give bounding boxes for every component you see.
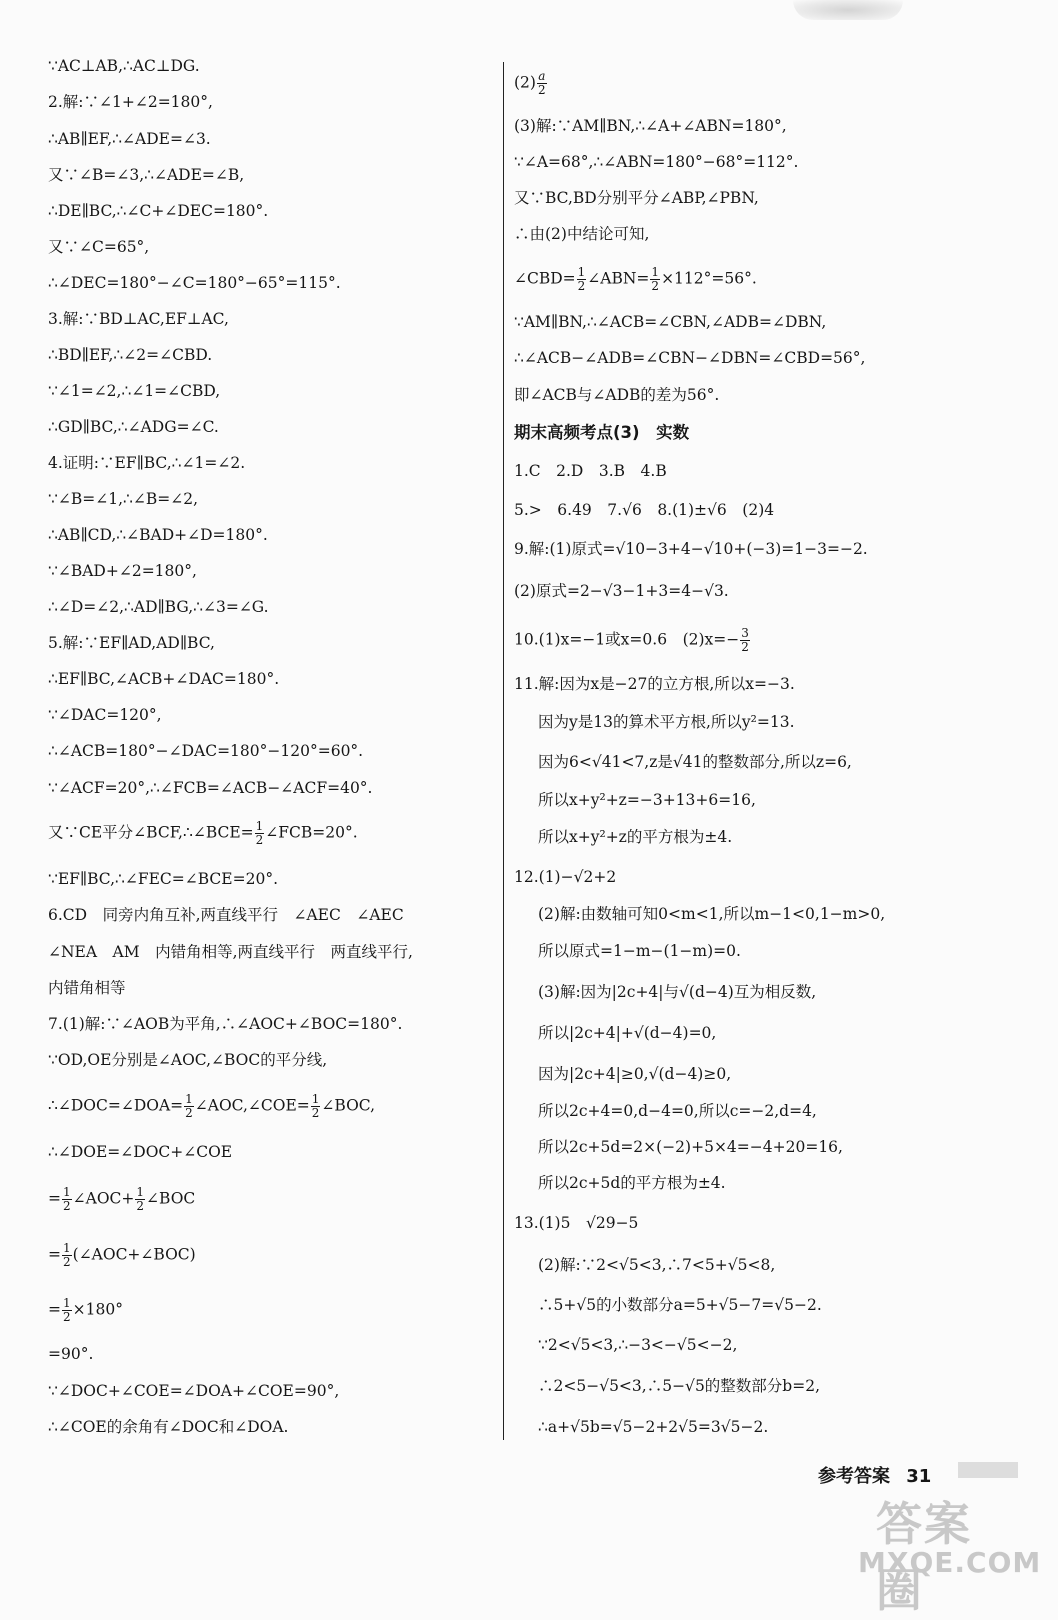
fraction-numerator: 1: [255, 819, 264, 833]
answer-line: 即∠ACB与∠ADB的差为56°.: [514, 386, 720, 404]
line-text: =: [48, 1245, 61, 1264]
fraction-numerator: 1: [63, 1296, 71, 1310]
top-decoration: [793, 0, 903, 20]
fraction-denominator: 2: [63, 1199, 71, 1213]
fraction-numerator: a: [538, 69, 546, 83]
answer-line: (2)解:由数轴可知0<m<1,所以m−1<0,1−m>0,: [538, 905, 886, 923]
answer-line: (2)原式=2−√3−1+3=4−√3.: [514, 582, 729, 600]
line-text: ∠ABN=: [587, 269, 650, 288]
answer-line: 3.解:∵BD⊥AC,EF⊥AC,: [48, 310, 229, 328]
fraction: [537, 70, 547, 97]
line-text: 10.(1)x=−1或x=0.6 (2)x=−: [514, 630, 740, 649]
fraction-numerator: 1: [136, 1185, 145, 1199]
answer-line: ∴AB∥CD,∴∠BAD+∠D=180°.: [48, 526, 268, 544]
answer-line: ∵2<√5<3,∴−3<−√5<−2,: [538, 1336, 738, 1354]
answer-line: 5.> 6.49 7.√6 8.(1)±√6 (2)4: [514, 501, 775, 519]
answer-line: 6.CD 同旁内角互补,两直线平行 ∠AEC ∠AEC: [48, 906, 404, 924]
page-footer: [818, 1462, 931, 1488]
answer-line: ∵∠B=∠1,∴∠B=∠2,: [48, 490, 199, 508]
answer-line: ∴∠ACB=180°−∠DAC=180°−120°=60°.: [48, 742, 364, 760]
fraction-denominator: 2: [255, 833, 264, 847]
line-text: ∠AOC+: [72, 1189, 135, 1208]
line-text: ∠AOC,∠COE=: [194, 1096, 310, 1115]
line-text: ∠FCB=20°.: [265, 823, 358, 842]
answer-line: 又∵∠B=∠3,∴∠ADE=∠B,: [48, 166, 245, 184]
line-text: ∠CBD=: [514, 269, 576, 288]
answer-line: ∵∠1=∠2,∴∠1=∠CBD,: [48, 382, 221, 400]
answer-line: 13.(1)5 √29−5: [514, 1214, 639, 1232]
line-text: ×180°: [72, 1300, 123, 1319]
watermark-text: 答案圈: [876, 1497, 972, 1617]
answer-line: (3)解:∵AM∥BN,∴∠A+∠ABN=180°,: [514, 117, 787, 135]
answer-line: ∴∠D=∠2,∴AD∥BG,∴∠3=∠G.: [48, 598, 269, 616]
line-text: (2): [514, 73, 536, 92]
fraction: [255, 820, 265, 847]
fraction: [62, 1186, 72, 1213]
fraction-denominator: 2: [185, 1106, 193, 1120]
answer-line: 因为6<√41<7,z是√41的整数部分,所以z=6,: [538, 753, 852, 771]
fraction-denominator: 2: [311, 1106, 320, 1120]
answer-line: ∠NEA AM 内错角相等,两直线平行 两直线平行,: [48, 943, 413, 961]
line-text: ∠BOC,: [321, 1096, 376, 1115]
answer-line: ∵OD,OE分别是∠AOC,∠BOC的平分线,: [48, 1051, 328, 1069]
answer-line: 12.(1)−√2+2: [514, 868, 617, 886]
answer-line: 所以2c+5d的平方根为±4.: [538, 1174, 726, 1192]
answer-line: ∵AM∥BN,∴∠ACB=∠CBN,∠ADB=∠DBN,: [514, 313, 827, 331]
answer-line: 所以原式=1−m−(1−m)=0.: [538, 942, 741, 960]
answer-line: ∴5+√5的小数部分a=5+√5−7=√5−2.: [538, 1296, 822, 1314]
answer-line: ∵EF∥BC,∴∠FEC=∠BCE=20°.: [48, 870, 278, 888]
answer-line: 因为y是13的算术平方根,所以y²=13.: [538, 713, 795, 731]
fraction: [184, 1093, 194, 1120]
answer-line: 内错角相等: [48, 979, 126, 997]
answer-line: ∴∠DEC=180°−∠C=180°−65°=115°.: [48, 274, 341, 292]
answer-line: (2)解:∵2<√5<3,∴7<5+√5<8,: [538, 1256, 776, 1274]
answer-line: ∴GD∥BC,∴∠ADG=∠C.: [48, 418, 219, 436]
answer-line: [48, 1092, 376, 1120]
line-text: ∠BOC: [146, 1189, 196, 1208]
answer-line: ∴∠DOE=∠DOC+∠COE: [48, 1143, 233, 1161]
answer-line: [48, 1296, 123, 1324]
answer-line: 5.解:∵EF∥AD,AD∥BC,: [48, 634, 215, 652]
answer-line: 所以|2c+4|+√(d−4)=0,: [538, 1024, 717, 1042]
fraction-denominator: 2: [136, 1199, 145, 1213]
answer-line: [48, 1241, 196, 1269]
section-heading: 期末高频考点(3) 实数: [514, 423, 690, 442]
fraction-numerator: 1: [63, 1185, 71, 1199]
answer-line: 所以x+y²+z的平方根为±4.: [538, 828, 733, 846]
answer-line: 又∵BC,BD分别平分∠ABP,∠PBN,: [514, 189, 759, 207]
answer-line: ∵∠ACF=20°,∴∠FCB=∠ACB−∠ACF=40°.: [48, 779, 373, 797]
fraction-denominator: 2: [63, 1255, 71, 1269]
fraction-denominator: 2: [537, 83, 546, 97]
answer-line: ∵∠BAD+∠2=180°,: [48, 562, 197, 580]
answer-line: 又∵∠C=65°,: [48, 238, 150, 256]
answer-line: [48, 1185, 196, 1213]
footer-label: 参考答案: [818, 1466, 890, 1487]
line-text: (∠AOC+∠BOC): [72, 1245, 196, 1264]
fraction-denominator: 2: [577, 279, 586, 293]
answer-line: ∴∠COE的余角有∠DOC和∠DOA.: [48, 1418, 289, 1436]
answer-line: ∵∠A=68°,∴∠ABN=180°−68°=112°.: [514, 153, 799, 171]
answer-line: ∴EF∥BC,∠ACB+∠DAC=180°.: [48, 670, 280, 688]
answer-line: ∵AC⊥AB,∴AC⊥DG.: [48, 57, 200, 75]
fraction-numerator: 1: [577, 265, 586, 279]
answer-line: [48, 819, 358, 847]
fraction: [650, 266, 660, 293]
answer-line: 9.解:(1)原式=√10−3+4−√10+(−3)=1−3=−2.: [514, 540, 868, 558]
answer-line: 2.解:∵∠1+∠2=180°,: [48, 93, 213, 111]
answer-line: 11.解:因为x是−27的立方根,所以x=−3.: [514, 675, 795, 693]
fraction-numerator: 1: [311, 1092, 320, 1106]
answer-line: ∴a+√5b=√5−2+2√5=3√5−2.: [538, 1418, 769, 1436]
line-text: =: [48, 1189, 61, 1208]
answer-line: 因为|2c+4|≥0,√(d−4)≥0,: [538, 1065, 732, 1083]
fraction-denominator: 2: [741, 640, 749, 654]
answer-line: ∴DE∥BC,∴∠C+∠DEC=180°.: [48, 202, 269, 220]
line-text: ×112°=56°.: [661, 269, 757, 288]
footer-decoration: [958, 1462, 1018, 1478]
answer-line: ∴由(2)中结论可知,: [514, 225, 650, 243]
fraction-numerator: 3: [741, 626, 749, 640]
answer-line: (3)解:因为|2c+4|与√(d−4)互为相反数,: [538, 983, 817, 1001]
fraction-numerator: 1: [651, 265, 660, 279]
answer-line: ∴∠ACB−∠ADB=∠CBN−∠DBN=∠CBD=56°,: [514, 349, 866, 367]
answer-line: [514, 626, 751, 654]
fraction-numerator: 1: [63, 1241, 71, 1255]
answer-line: ∵∠DOC+∠COE=∠DOA+∠COE=90°,: [48, 1382, 340, 1400]
line-text: 又∵CE平分∠BCF,∴∠BCE=: [48, 823, 254, 842]
fraction: [740, 627, 750, 654]
column-divider: [503, 62, 504, 1440]
fraction: [311, 1093, 321, 1120]
fraction: [135, 1186, 145, 1213]
fraction: [62, 1242, 72, 1269]
answer-line: ∴2<5−√5<3,∴5−√5的整数部分b=2,: [538, 1377, 820, 1395]
answer-line: 所以x+y²+z=−3+13+6=16,: [538, 791, 756, 809]
fraction: [577, 266, 587, 293]
answer-line: ∴BD∥EF,∴∠2=∠CBD.: [48, 346, 213, 364]
fraction-denominator: 2: [651, 279, 660, 293]
watermark-url: MXQE.COM: [858, 1546, 1042, 1579]
answer-line: 4.证明:∵EF∥BC,∴∠1=∠2.: [48, 454, 246, 472]
answer-line: ∴AB∥EF,∴∠ADE=∠3.: [48, 130, 211, 148]
answer-line: [514, 265, 757, 293]
fraction-numerator: 1: [185, 1092, 193, 1106]
line-text: =: [48, 1300, 61, 1319]
fraction: [62, 1297, 72, 1324]
answer-line: 所以2c+4=0,d−4=0,所以c=−2,d=4,: [538, 1102, 817, 1120]
watermark-logo: [858, 1488, 1042, 1617]
answer-line: [514, 69, 548, 97]
answer-line: 1.C 2.D 3.B 4.B: [514, 462, 667, 480]
fraction-denominator: 2: [63, 1310, 71, 1324]
answer-line: 7.(1)解:∵∠AOB为平角,∴∠AOC+∠BOC=180°.: [48, 1015, 403, 1033]
page-number: 31: [906, 1466, 932, 1487]
answer-line: ∵∠DAC=120°,: [48, 706, 162, 724]
answer-line: =90°.: [48, 1345, 94, 1363]
line-text: ∴∠DOC=∠DOA=: [48, 1096, 184, 1115]
answer-line: 所以2c+5d=2×(−2)+5×4=−4+20=16,: [538, 1138, 843, 1156]
